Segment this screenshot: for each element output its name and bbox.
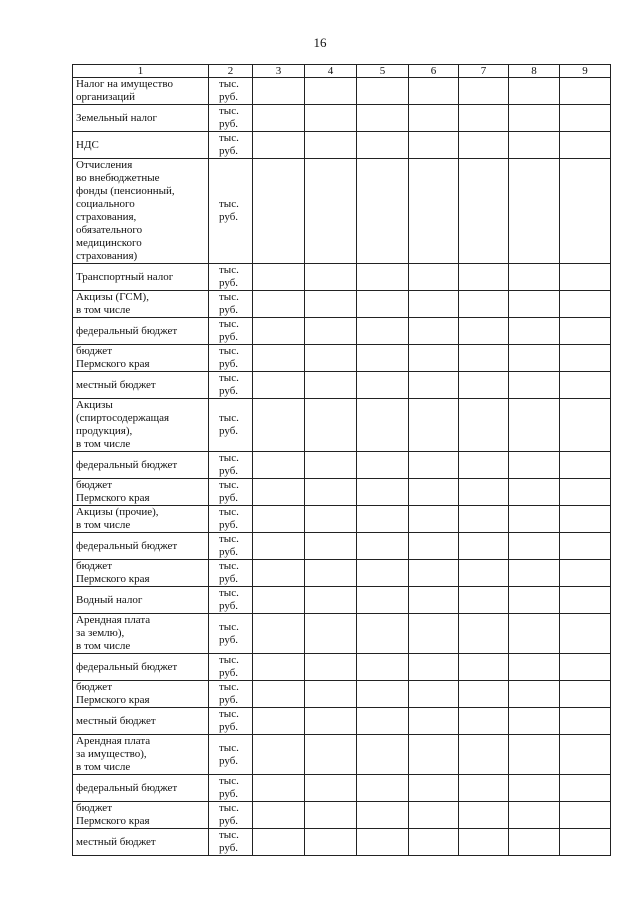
empty-cell: [357, 681, 409, 708]
empty-cell: [253, 318, 305, 345]
table-row: [73, 506, 611, 533]
row-name: Арендная плата за землю), в том числе: [73, 614, 209, 654]
empty-cell: [560, 479, 611, 506]
row-name: местный бюджет: [73, 708, 209, 735]
table-row: [73, 533, 611, 560]
empty-cell: [253, 708, 305, 735]
column-header: 5: [357, 65, 409, 78]
column-header: 4: [305, 65, 357, 78]
row-unit: тыс. руб.: [209, 345, 253, 372]
empty-cell: [305, 735, 357, 775]
empty-cell: [560, 372, 611, 399]
row-name: бюджет Пермского края: [73, 681, 209, 708]
table-row: [73, 345, 611, 372]
row-unit: тыс. руб.: [209, 681, 253, 708]
empty-cell: [253, 159, 305, 264]
empty-cell: [560, 587, 611, 614]
empty-cell: [253, 560, 305, 587]
empty-cell: [409, 560, 459, 587]
empty-cell: [459, 614, 509, 654]
row-unit: тыс. руб.: [209, 318, 253, 345]
row-name: Налог на имущество организаций: [73, 78, 209, 105]
empty-cell: [409, 533, 459, 560]
table-row: [73, 78, 611, 105]
empty-cell: [459, 132, 509, 159]
empty-cell: [459, 735, 509, 775]
empty-cell: [560, 159, 611, 264]
empty-cell: [459, 345, 509, 372]
row-name: Акцизы (спиртосодержащая продукция), в том числе: [73, 399, 209, 452]
empty-cell: [357, 587, 409, 614]
row-name: бюджет Пермского края: [73, 479, 209, 506]
empty-cell: [253, 506, 305, 533]
empty-cell: [509, 654, 560, 681]
row-unit: тыс. руб.: [209, 78, 253, 105]
empty-cell: [459, 78, 509, 105]
empty-cell: [357, 802, 409, 829]
empty-cell: [459, 775, 509, 802]
column-header: 7: [459, 65, 509, 78]
row-unit: тыс. руб.: [209, 452, 253, 479]
empty-cell: [409, 654, 459, 681]
empty-cell: [409, 506, 459, 533]
empty-cell: [459, 318, 509, 345]
empty-cell: [305, 654, 357, 681]
empty-cell: [459, 587, 509, 614]
empty-cell: [560, 775, 611, 802]
empty-cell: [509, 264, 560, 291]
empty-cell: [253, 291, 305, 318]
empty-cell: [305, 560, 357, 587]
row-name: федеральный бюджет: [73, 452, 209, 479]
row-unit: тыс. руб.: [209, 560, 253, 587]
empty-cell: [305, 708, 357, 735]
column-header: 9: [560, 65, 611, 78]
empty-cell: [253, 399, 305, 452]
empty-cell: [409, 775, 459, 802]
empty-cell: [409, 159, 459, 264]
empty-cell: [409, 479, 459, 506]
empty-cell: [305, 775, 357, 802]
empty-cell: [357, 105, 409, 132]
row-name: местный бюджет: [73, 829, 209, 856]
empty-cell: [253, 735, 305, 775]
row-unit: тыс. руб.: [209, 105, 253, 132]
empty-cell: [560, 132, 611, 159]
empty-cell: [305, 506, 357, 533]
empty-cell: [459, 654, 509, 681]
empty-cell: [305, 345, 357, 372]
empty-cell: [459, 506, 509, 533]
empty-cell: [305, 105, 357, 132]
row-unit: тыс. руб.: [209, 533, 253, 560]
empty-cell: [253, 614, 305, 654]
empty-cell: [509, 560, 560, 587]
empty-cell: [509, 587, 560, 614]
empty-cell: [357, 775, 409, 802]
empty-cell: [509, 829, 560, 856]
empty-cell: [459, 681, 509, 708]
table-row: [73, 708, 611, 735]
empty-cell: [509, 159, 560, 264]
row-unit: тыс. руб.: [209, 291, 253, 318]
row-unit: тыс. руб.: [209, 506, 253, 533]
empty-cell: [253, 452, 305, 479]
row-unit: тыс. руб.: [209, 264, 253, 291]
row-unit: тыс. руб.: [209, 775, 253, 802]
column-header: 3: [253, 65, 305, 78]
empty-cell: [409, 399, 459, 452]
empty-cell: [305, 132, 357, 159]
empty-cell: [253, 479, 305, 506]
table-row: [73, 132, 611, 159]
table-row: [73, 159, 611, 264]
empty-cell: [459, 560, 509, 587]
empty-cell: [409, 318, 459, 345]
empty-cell: [253, 681, 305, 708]
empty-cell: [409, 708, 459, 735]
empty-cell: [357, 264, 409, 291]
row-name: Акцизы (ГСМ), в том числе: [73, 291, 209, 318]
empty-cell: [357, 291, 409, 318]
empty-cell: [409, 587, 459, 614]
header-row: [73, 65, 611, 78]
empty-cell: [560, 802, 611, 829]
empty-cell: [560, 654, 611, 681]
empty-cell: [357, 345, 409, 372]
empty-cell: [253, 372, 305, 399]
empty-cell: [409, 372, 459, 399]
empty-cell: [459, 264, 509, 291]
empty-cell: [560, 560, 611, 587]
empty-cell: [560, 399, 611, 452]
empty-cell: [305, 291, 357, 318]
empty-cell: [509, 372, 560, 399]
row-unit: тыс. руб.: [209, 802, 253, 829]
empty-cell: [509, 78, 560, 105]
empty-cell: [357, 506, 409, 533]
empty-cell: [305, 78, 357, 105]
empty-cell: [409, 132, 459, 159]
empty-cell: [560, 318, 611, 345]
row-unit: тыс. руб.: [209, 132, 253, 159]
empty-cell: [560, 681, 611, 708]
empty-cell: [305, 614, 357, 654]
empty-cell: [509, 105, 560, 132]
empty-cell: [253, 775, 305, 802]
row-name: Земельный налог: [73, 105, 209, 132]
empty-cell: [509, 291, 560, 318]
empty-cell: [253, 829, 305, 856]
empty-cell: [409, 291, 459, 318]
empty-cell: [253, 654, 305, 681]
empty-cell: [409, 802, 459, 829]
empty-cell: [357, 452, 409, 479]
empty-cell: [357, 735, 409, 775]
row-name: бюджет Пермского края: [73, 560, 209, 587]
empty-cell: [305, 399, 357, 452]
empty-cell: [560, 829, 611, 856]
row-unit: тыс. руб.: [209, 479, 253, 506]
empty-cell: [253, 105, 305, 132]
empty-cell: [509, 708, 560, 735]
empty-cell: [509, 681, 560, 708]
empty-cell: [253, 132, 305, 159]
page-number: 16: [313, 35, 327, 50]
empty-cell: [357, 159, 409, 264]
empty-cell: [509, 479, 560, 506]
empty-cell: [357, 560, 409, 587]
empty-cell: [357, 479, 409, 506]
row-name: Арендная плата за имущество), в том числе: [73, 735, 209, 775]
row-name: федеральный бюджет: [73, 654, 209, 681]
row-unit: тыс. руб.: [209, 708, 253, 735]
table-row: [73, 560, 611, 587]
table-row: [73, 264, 611, 291]
empty-cell: [459, 159, 509, 264]
empty-cell: [560, 735, 611, 775]
empty-cell: [459, 372, 509, 399]
empty-cell: [409, 614, 459, 654]
empty-cell: [305, 159, 357, 264]
empty-cell: [459, 533, 509, 560]
empty-cell: [253, 533, 305, 560]
empty-cell: [253, 587, 305, 614]
row-unit: тыс. руб.: [209, 654, 253, 681]
table-row: [73, 614, 611, 654]
empty-cell: [357, 614, 409, 654]
empty-cell: [409, 452, 459, 479]
empty-cell: [253, 802, 305, 829]
empty-cell: [253, 345, 305, 372]
table-row: [73, 681, 611, 708]
empty-cell: [357, 318, 409, 345]
empty-cell: [560, 614, 611, 654]
empty-cell: [560, 533, 611, 560]
column-header: 1: [73, 65, 209, 78]
empty-cell: [305, 264, 357, 291]
column-header: 6: [409, 65, 459, 78]
empty-cell: [560, 105, 611, 132]
row-unit: тыс. руб.: [209, 735, 253, 775]
row-name: Водный налог: [73, 587, 209, 614]
empty-cell: [357, 372, 409, 399]
table-row: [73, 654, 611, 681]
empty-cell: [560, 452, 611, 479]
empty-cell: [357, 708, 409, 735]
empty-cell: [509, 775, 560, 802]
row-name: Транспортный налог: [73, 264, 209, 291]
empty-cell: [357, 399, 409, 452]
table-row: [73, 452, 611, 479]
empty-cell: [560, 345, 611, 372]
empty-cell: [560, 78, 611, 105]
table-row: [73, 587, 611, 614]
row-name: местный бюджет: [73, 372, 209, 399]
empty-cell: [253, 78, 305, 105]
empty-cell: [509, 345, 560, 372]
row-name: бюджет Пермского края: [73, 802, 209, 829]
row-name: Отчисления во внебюджетные фонды (пенсионный, социального страхования, обязательного медицинского страхования): [73, 159, 209, 264]
empty-cell: [305, 452, 357, 479]
empty-cell: [357, 132, 409, 159]
empty-cell: [305, 533, 357, 560]
row-unit: тыс. руб.: [209, 399, 253, 452]
row-name: федеральный бюджет: [73, 318, 209, 345]
empty-cell: [305, 829, 357, 856]
empty-cell: [305, 802, 357, 829]
empty-cell: [509, 452, 560, 479]
row-name: бюджет Пермского края: [73, 345, 209, 372]
empty-cell: [509, 318, 560, 345]
table-row: [73, 318, 611, 345]
empty-cell: [305, 681, 357, 708]
empty-cell: [509, 735, 560, 775]
empty-cell: [459, 452, 509, 479]
tax-table: [72, 64, 611, 856]
empty-cell: [253, 264, 305, 291]
empty-cell: [305, 372, 357, 399]
empty-cell: [409, 264, 459, 291]
table-row: [73, 372, 611, 399]
table-row: [73, 735, 611, 775]
column-header: 8: [509, 65, 560, 78]
table-row: [73, 775, 611, 802]
row-name: федеральный бюджет: [73, 533, 209, 560]
empty-cell: [509, 533, 560, 560]
empty-cell: [357, 533, 409, 560]
row-unit: тыс. руб.: [209, 587, 253, 614]
empty-cell: [459, 479, 509, 506]
empty-cell: [459, 829, 509, 856]
empty-cell: [409, 105, 459, 132]
row-unit: тыс. руб.: [209, 159, 253, 264]
table-row: [73, 291, 611, 318]
empty-cell: [560, 291, 611, 318]
empty-cell: [409, 829, 459, 856]
row-name: НДС: [73, 132, 209, 159]
empty-cell: [459, 291, 509, 318]
empty-cell: [509, 802, 560, 829]
empty-cell: [409, 78, 459, 105]
table-row: [73, 829, 611, 856]
row-name: Акцизы (прочие), в том числе: [73, 506, 209, 533]
empty-cell: [409, 681, 459, 708]
empty-cell: [409, 345, 459, 372]
empty-cell: [409, 735, 459, 775]
empty-cell: [305, 587, 357, 614]
empty-cell: [560, 264, 611, 291]
row-unit: тыс. руб.: [209, 372, 253, 399]
column-header: 2: [209, 65, 253, 78]
empty-cell: [509, 614, 560, 654]
table-row: [73, 802, 611, 829]
empty-cell: [509, 399, 560, 452]
row-unit: тыс. руб.: [209, 829, 253, 856]
table-row: [73, 479, 611, 506]
empty-cell: [560, 506, 611, 533]
empty-cell: [509, 506, 560, 533]
table-row: [73, 105, 611, 132]
table-row: [73, 399, 611, 452]
empty-cell: [459, 708, 509, 735]
empty-cell: [560, 708, 611, 735]
empty-cell: [357, 654, 409, 681]
empty-cell: [305, 318, 357, 345]
empty-cell: [459, 802, 509, 829]
empty-cell: [459, 105, 509, 132]
empty-cell: [357, 829, 409, 856]
empty-cell: [509, 132, 560, 159]
row-unit: тыс. руб.: [209, 614, 253, 654]
row-name: федеральный бюджет: [73, 775, 209, 802]
empty-cell: [305, 479, 357, 506]
empty-cell: [459, 399, 509, 452]
empty-cell: [357, 78, 409, 105]
